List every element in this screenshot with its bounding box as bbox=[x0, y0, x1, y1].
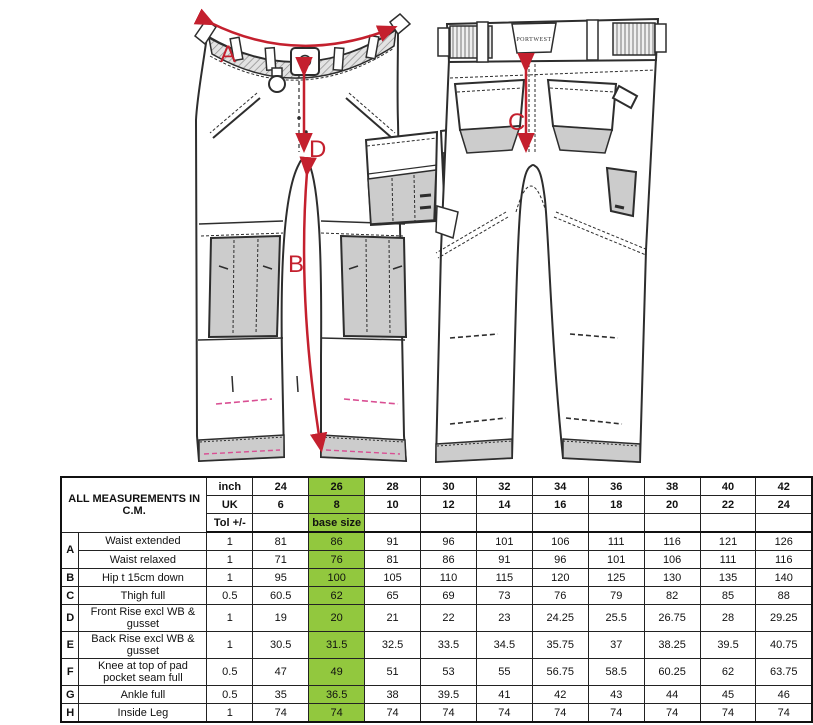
measurement-value: 116 bbox=[644, 532, 700, 551]
measurement-value: 63.75 bbox=[756, 659, 812, 686]
table-row bbox=[61, 659, 812, 686]
measurement-value: 81 bbox=[365, 551, 421, 569]
table-row bbox=[61, 605, 812, 632]
measurement-value: 65 bbox=[365, 587, 421, 605]
uk-size: 16 bbox=[532, 496, 588, 514]
back-pocket-right bbox=[548, 80, 616, 153]
row-code: E bbox=[61, 632, 79, 659]
measurement-value: 23 bbox=[476, 605, 532, 632]
measurement-value: 79 bbox=[588, 587, 644, 605]
uk-size: 8 bbox=[309, 496, 365, 514]
measurement-value: 88 bbox=[756, 587, 812, 605]
measurement-value: 96 bbox=[532, 551, 588, 569]
measurement-value: 20 bbox=[309, 605, 365, 632]
knee-pad-right bbox=[341, 236, 406, 337]
row-name: Ankle full bbox=[79, 686, 207, 704]
measurement-value: 74 bbox=[309, 704, 365, 723]
measurement-value: 62 bbox=[309, 587, 365, 605]
measurement-value: 74 bbox=[644, 704, 700, 723]
measurement-value: 31.5 bbox=[309, 632, 365, 659]
empty-cell bbox=[532, 514, 588, 533]
measurement-value: 28 bbox=[700, 605, 756, 632]
row-tolerance: 0.5 bbox=[207, 659, 253, 686]
size-table bbox=[60, 476, 813, 723]
measurement-value: 74 bbox=[421, 704, 477, 723]
measurement-value: 71 bbox=[253, 551, 309, 569]
measurement-value: 121 bbox=[700, 532, 756, 551]
measurement-value: 76 bbox=[309, 551, 365, 569]
waist-elastic-right bbox=[613, 23, 655, 55]
front-hem-right bbox=[321, 435, 406, 461]
table-row bbox=[61, 704, 812, 723]
measurement-value: 38.25 bbox=[644, 632, 700, 659]
uk-size: 20 bbox=[644, 496, 700, 514]
row-tolerance: 1 bbox=[207, 605, 253, 632]
inch-size: 34 bbox=[532, 477, 588, 496]
row-tolerance: 1 bbox=[207, 569, 253, 587]
measurement-value: 58.5 bbox=[588, 659, 644, 686]
front-hem-left bbox=[199, 435, 284, 461]
measurement-value: 32.5 bbox=[365, 632, 421, 659]
row-tolerance: 0.5 bbox=[207, 686, 253, 704]
measurement-value: 21 bbox=[365, 605, 421, 632]
measurement-value: 46 bbox=[756, 686, 812, 704]
table-row bbox=[61, 569, 812, 587]
row-code: H bbox=[61, 704, 79, 723]
table-row bbox=[61, 632, 812, 659]
row-name: Back Rise excl WB & gusset bbox=[79, 632, 207, 659]
inch-size: 36 bbox=[588, 477, 644, 496]
uk-size: 22 bbox=[700, 496, 756, 514]
measurement-value: 106 bbox=[532, 532, 588, 551]
row-tolerance: 1 bbox=[207, 632, 253, 659]
uk-size: 24 bbox=[756, 496, 812, 514]
measurement-value: 69 bbox=[421, 587, 477, 605]
row-name: Waist relaxed bbox=[79, 551, 207, 569]
measurement-value: 43 bbox=[588, 686, 644, 704]
measurement-value: 38 bbox=[365, 686, 421, 704]
knee-pad-left bbox=[209, 236, 280, 337]
uk-size: 12 bbox=[421, 496, 477, 514]
measurement-value: 39.5 bbox=[700, 632, 756, 659]
uk-size: 6 bbox=[253, 496, 309, 514]
measurement-value: 60.5 bbox=[253, 587, 309, 605]
uk-size: 10 bbox=[365, 496, 421, 514]
measurement-value: 86 bbox=[421, 551, 477, 569]
row-tolerance: 1 bbox=[207, 532, 253, 551]
row-name: Inside Leg bbox=[79, 704, 207, 723]
measurement-value: 55 bbox=[476, 659, 532, 686]
measurement-label-c: C bbox=[508, 109, 526, 136]
measurement-value: 73 bbox=[476, 587, 532, 605]
measurement-value: 126 bbox=[756, 532, 812, 551]
measurement-value: 42 bbox=[532, 686, 588, 704]
inch-size: 24 bbox=[253, 477, 309, 496]
empty-cell bbox=[756, 514, 812, 533]
measurement-value: 25.5 bbox=[588, 605, 644, 632]
empty-cell bbox=[476, 514, 532, 533]
table-row bbox=[61, 686, 812, 704]
measurement-value: 81 bbox=[253, 532, 309, 551]
row-code: B bbox=[61, 569, 79, 587]
measurement-value: 22 bbox=[421, 605, 477, 632]
row-code: C bbox=[61, 587, 79, 605]
measurement-value: 106 bbox=[644, 551, 700, 569]
measurement-value: 74 bbox=[476, 704, 532, 723]
measurement-label-d: D bbox=[309, 136, 327, 163]
back-view bbox=[436, 19, 666, 462]
measurement-value: 36.5 bbox=[309, 686, 365, 704]
row-name: Hip t 15cm down bbox=[79, 569, 207, 587]
d-ring-strap bbox=[272, 68, 282, 76]
measurement-value: 44 bbox=[644, 686, 700, 704]
inch-size: 38 bbox=[644, 477, 700, 496]
measurement-value: 135 bbox=[700, 569, 756, 587]
empty-cell bbox=[421, 514, 477, 533]
waist-tab-left bbox=[438, 28, 449, 56]
measurement-value: 105 bbox=[365, 569, 421, 587]
uk-size: 14 bbox=[476, 496, 532, 514]
row-tolerance: 0.5 bbox=[207, 587, 253, 605]
size-table-container bbox=[60, 476, 813, 723]
uk-size: 18 bbox=[588, 496, 644, 514]
measurement-value: 74 bbox=[700, 704, 756, 723]
measurements-note: ALL MEASUREMENTS IN C.M. bbox=[61, 477, 207, 532]
measurement-value: 91 bbox=[476, 551, 532, 569]
row-name: Knee at top of pad pocket seam full bbox=[79, 659, 207, 686]
measurement-value: 101 bbox=[588, 551, 644, 569]
measurement-value: 111 bbox=[700, 551, 756, 569]
d-ring-icon bbox=[269, 76, 285, 92]
base-size-label: base size bbox=[309, 514, 365, 533]
inch-size: 26 bbox=[309, 477, 365, 496]
waist-tab-right bbox=[655, 24, 666, 52]
measurement-value: 51 bbox=[365, 659, 421, 686]
measurement-value: 29.25 bbox=[756, 605, 812, 632]
measurement-value: 62 bbox=[700, 659, 756, 686]
measurement-value: 40.75 bbox=[756, 632, 812, 659]
empty-cell bbox=[700, 514, 756, 533]
measurement-value: 115 bbox=[476, 569, 532, 587]
inch-size: 30 bbox=[421, 477, 477, 496]
measurement-value: 111 bbox=[588, 532, 644, 551]
measurement-value: 49 bbox=[309, 659, 365, 686]
measurement-value: 74 bbox=[532, 704, 588, 723]
measurement-value: 37 bbox=[588, 632, 644, 659]
inch-size: 42 bbox=[756, 477, 812, 496]
empty-cell bbox=[644, 514, 700, 533]
measurement-value: 82 bbox=[644, 587, 700, 605]
measurement-value: 39.5 bbox=[421, 686, 477, 704]
measurement-value: 35.75 bbox=[532, 632, 588, 659]
measurement-value: 26.75 bbox=[644, 605, 700, 632]
measurement-value: 47 bbox=[253, 659, 309, 686]
measurement-value: 95 bbox=[253, 569, 309, 587]
row-code: G bbox=[61, 686, 79, 704]
measurement-value: 33.5 bbox=[421, 632, 477, 659]
measurement-value: 76 bbox=[532, 587, 588, 605]
measurement-value: 45 bbox=[700, 686, 756, 704]
measurement-value: 74 bbox=[365, 704, 421, 723]
waist-button bbox=[300, 56, 311, 67]
uk-label: UK bbox=[207, 496, 253, 514]
measurement-value: 140 bbox=[756, 569, 812, 587]
empty-cell bbox=[588, 514, 644, 533]
measurement-value: 53 bbox=[421, 659, 477, 686]
inch-size: 28 bbox=[365, 477, 421, 496]
front-view bbox=[195, 14, 410, 461]
row-tolerance: 1 bbox=[207, 704, 253, 723]
table-row bbox=[61, 551, 812, 569]
inch-size: 40 bbox=[700, 477, 756, 496]
row-name: Front Rise excl WB & gusset bbox=[79, 605, 207, 632]
inch-label: inch bbox=[207, 477, 253, 496]
empty-cell bbox=[365, 514, 421, 533]
measurement-label-b: B bbox=[288, 251, 305, 278]
measurement-value: 96 bbox=[421, 532, 477, 551]
measurement-value: 91 bbox=[365, 532, 421, 551]
measurement-value: 74 bbox=[253, 704, 309, 723]
measurement-value: 116 bbox=[756, 551, 812, 569]
tolerance-label: Tol +/- bbox=[207, 514, 253, 533]
measurement-value: 34.5 bbox=[476, 632, 532, 659]
row-code: F bbox=[61, 659, 79, 686]
table-row bbox=[61, 587, 812, 605]
measurement-value: 120 bbox=[532, 569, 588, 587]
measurement-value: 56.75 bbox=[532, 659, 588, 686]
row-name: Thigh full bbox=[79, 587, 207, 605]
measurement-value: 125 bbox=[588, 569, 644, 587]
row-code: A bbox=[61, 532, 79, 569]
measurement-value: 35 bbox=[253, 686, 309, 704]
measurement-value: 74 bbox=[756, 704, 812, 723]
inch-size: 32 bbox=[476, 477, 532, 496]
measurement-value: 101 bbox=[476, 532, 532, 551]
measurement-value: 85 bbox=[700, 587, 756, 605]
measurement-value: 86 bbox=[309, 532, 365, 551]
measurement-value: 30.5 bbox=[253, 632, 309, 659]
measurement-value: 110 bbox=[421, 569, 477, 587]
row-tolerance: 1 bbox=[207, 551, 253, 569]
brand-label: PORTWEST bbox=[516, 37, 552, 43]
measurement-label-a: A bbox=[220, 41, 237, 68]
empty-cell bbox=[253, 514, 309, 533]
measurement-value: 74 bbox=[588, 704, 644, 723]
measurement-value: 100 bbox=[309, 569, 365, 587]
measurement-value: 41 bbox=[476, 686, 532, 704]
measurement-value: 24.25 bbox=[532, 605, 588, 632]
row-code: D bbox=[61, 605, 79, 632]
measurement-value: 60.25 bbox=[644, 659, 700, 686]
table-row bbox=[61, 532, 812, 551]
measurement-value: 130 bbox=[644, 569, 700, 587]
row-name: Waist extended bbox=[79, 532, 207, 551]
measurement-value: 19 bbox=[253, 605, 309, 632]
